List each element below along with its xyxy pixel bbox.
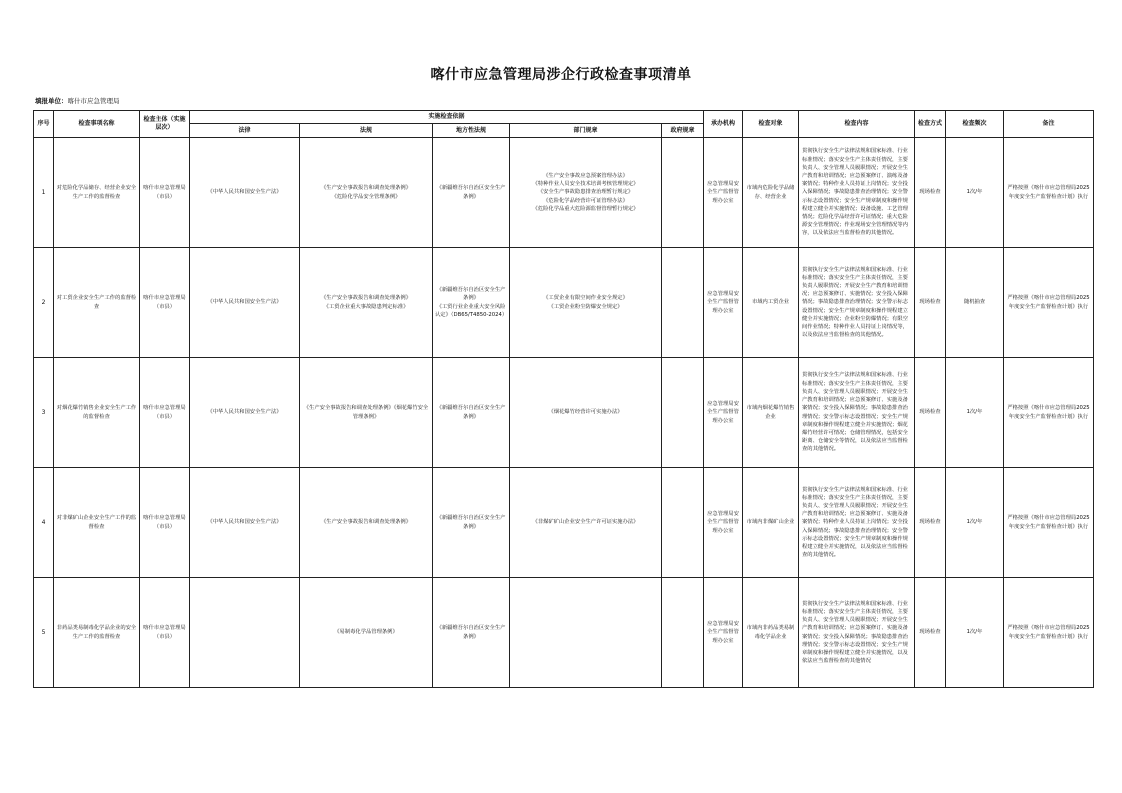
cell-freq: 1次/年 xyxy=(946,358,1004,468)
cell-gov xyxy=(662,468,704,578)
cell-regulation: 《生产安全事故报告和调查处理条例》 《工贸企业重大事故隐患判定标准》 xyxy=(300,248,433,358)
filler-label: 填报单位： xyxy=(35,97,68,105)
cell-law: 《中华人民共和国安全生产法》 xyxy=(190,138,300,248)
cell-target: 市域内非煤矿山企业 xyxy=(743,468,799,578)
cell-local: 《新疆维吾尔自治区安全生产条例》 xyxy=(433,358,510,468)
cell-subject: 喀什市应急管理局（市县） xyxy=(140,578,190,688)
cell-gov xyxy=(662,138,704,248)
cell-subject: 喀什市应急管理局（市县） xyxy=(140,138,190,248)
cell-seq: 3 xyxy=(34,358,54,468)
header-gov: 政府规章 xyxy=(662,124,704,138)
cell-freq: 1次/年 xyxy=(946,468,1004,578)
cell-method: 现场检查 xyxy=(915,138,946,248)
cell-regulation: 《易制毒化学品管理条例》 xyxy=(300,578,433,688)
cell-seq: 4 xyxy=(34,468,54,578)
header-item: 检查事项名称 xyxy=(54,111,140,138)
header-law: 法律 xyxy=(190,124,300,138)
cell-dept xyxy=(510,578,662,688)
cell-dept: 《烟花爆竹经营许可实施办法》 xyxy=(510,358,662,468)
header-method: 检查方式 xyxy=(915,111,946,138)
cell-content: 贯彻执行安全生产法律法规和国家标准、行业标准情况；落实安全生产主体责任情况，主要负责人、安全管理人员履职情况；开展安全生产教育和培训情况；应急预案修订、演练及备案情况；特种作业人员持证上岗情况；安全投入保障情况；事故隐患排查治理情况；安全警示标志设置情况；安全生产规章制度和操作规程建立健全并实施情况；设备设施、工艺管理情况；危险化学品经营许可证情况；重大危险源安全管理情况；作业现场安全管理情况等内容，以及依法应当监督检查的其他情况。 xyxy=(799,138,915,248)
cell-seq: 2 xyxy=(34,248,54,358)
table-row xyxy=(34,468,1094,578)
header-regulation: 法规 xyxy=(300,124,433,138)
filler-value: 喀什市应急管理局 xyxy=(67,97,120,105)
cell-item: 非药品类易制毒化学品企业的安全生产工作的监督检查 xyxy=(54,578,140,688)
cell-target: 市域内工贸企业 xyxy=(743,248,799,358)
cell-item: 对烟花爆竹销售企业安全生产工作的监督检查 xyxy=(54,358,140,468)
cell-item: 对危险化学品储存、经营企业安全生产工作的监督检查 xyxy=(54,138,140,248)
header-basis: 实施检查依据 xyxy=(190,111,704,124)
cell-target: 市域内烟花爆竹销售企业 xyxy=(743,358,799,468)
cell-subject: 喀什市应急管理局（市县） xyxy=(140,358,190,468)
cell-method: 现场检查 xyxy=(915,578,946,688)
header-dept: 部门规章 xyxy=(510,124,662,138)
cell-law xyxy=(190,578,300,688)
cell-org: 应急管理局安全生产监督管理办公室 xyxy=(704,578,743,688)
cell-method: 现场检查 xyxy=(915,468,946,578)
cell-content: 贯彻执行安全生产法律法规和国家标准、行业标准情况；落实安全生产主体责任情况，主要负责人、安全管理人员履职情况；开展安全生产教育和培训情况；应急预案修订、实施及备案情况；特种作业人员持证上岗情况；安全投入保障情况；事故隐患排查治理情况；安全警示标志设置情况；安全生产规章制度和操作规程建立健全并实施情况，以及依法应当监督检查的其他情况。 xyxy=(799,468,915,578)
cell-dept: 《非煤矿矿山企业安全生产许可证实施办法》 xyxy=(510,468,662,578)
cell-content: 贯彻执行安全生产法律法规和国家标准、行业标准情况；落实安全生产主体责任情况，主要负责人、安全管理人员履职情况；开展安全生产教育和培训情况；应急预案修订、实施及备案情况；安全投入保障情况；事故隐患排查治理情况；安全警示标志设置情况；安全生产规章制度和操作规程建立健全并实施情况；烟花爆竹经营许可情况；仓储管理情况，包括安全距离、仓储安全等情况，以及依法应当监督检查的其他情况。 xyxy=(799,358,915,468)
cell-content: 贯彻执行安全生产法律法规和国家标准、行业标准情况；落实安全生产主体责任情况，主要负责人履职情况；开展安全生产教育和培训情况；应急预案修订、实施情况；安全投入保障情况；事故隐患排查治理情况；安全警示标志设置情况；安全生产规章制度和操作规程建立健全并实施情况；企业粉尘防爆情况；有限空间作业情况；特种作业人员持证上岗情况等，以及依法应当监督检查的其他情况。 xyxy=(799,248,915,358)
table-row xyxy=(34,578,1094,688)
header-org: 承办机构 xyxy=(704,111,743,138)
cell-seq: 1 xyxy=(34,138,54,248)
header-freq: 检查频次 xyxy=(946,111,1004,138)
cell-method: 现场检查 xyxy=(915,248,946,358)
cell-subject: 喀什市应急管理局（市县） xyxy=(140,468,190,578)
header-content: 检查内容 xyxy=(799,111,915,138)
cell-target: 市域内非药品类易制毒化学品企业 xyxy=(743,578,799,688)
cell-remark: 严格按照《喀什市应急管理局2025年度安全生产监督检查计划》执行 xyxy=(1004,468,1094,578)
cell-org: 应急管理局安全生产监督管理办公室 xyxy=(704,468,743,578)
cell-remark: 严格按照《喀什市应急管理局2025年度安全生产监督检查计划》执行 xyxy=(1004,138,1094,248)
cell-gov xyxy=(662,358,704,468)
cell-gov xyxy=(662,248,704,358)
cell-regulation: 《生产安全事故报告和调查处理条例》 《危险化学品安全管理条例》 xyxy=(300,138,433,248)
filler-unit xyxy=(35,96,120,105)
cell-law: 《中华人民共和国安全生产法》 xyxy=(190,358,300,468)
cell-local: 《新疆维吾尔自治区安全生产条例》 《工贸行业企业重大安全风险认定》（DB65/T4850-2024） xyxy=(433,248,510,358)
table-row xyxy=(34,358,1094,468)
cell-org: 应急管理局安全生产监督管理办公室 xyxy=(704,138,743,248)
cell-freq: 随机抽查 xyxy=(946,248,1004,358)
table-row xyxy=(34,138,1094,248)
cell-freq: 1次/年 xyxy=(946,138,1004,248)
cell-law: 《中华人民共和国安全生产法》 xyxy=(190,468,300,578)
cell-subject: 喀什市应急管理局（市县） xyxy=(140,248,190,358)
cell-org: 应急管理局安全生产监督管理办公室 xyxy=(704,358,743,468)
inspection-table xyxy=(33,110,1094,688)
cell-item: 对工贸企业安全生产工作的监督检查 xyxy=(54,248,140,358)
cell-local: 《新疆维吾尔自治区安全生产条例》 xyxy=(433,138,510,248)
cell-remark: 严格按照《喀什市应急管理局2025年度安全生产监督检查计划》执行 xyxy=(1004,248,1094,358)
cell-method: 现场检查 xyxy=(915,358,946,468)
cell-freq: 1次/年 xyxy=(946,578,1004,688)
cell-dept: 《生产安全事故应急预案管理办法》 《特种作业人员安全技术培训考核管理规定》 《安全生产事故隐患排查治理暂行规定》 《危险化学品经营许可证管理办法》 《危险化学品重大危险源监督管理暂行规定》 xyxy=(510,138,662,248)
cell-target: 市域内危险化学品储存、经营企业 xyxy=(743,138,799,248)
cell-regulation: 《生产安全事故报告和调查处理条例》《烟花爆竹安全管理条例》 xyxy=(300,358,433,468)
page-title: 喀什市应急管理局涉企行政检查事项清单 xyxy=(430,67,692,83)
cell-local: 《新疆维吾尔自治区安全生产条例》 xyxy=(433,578,510,688)
cell-item: 对非煤矿山企业安全生产工作的监督检查 xyxy=(54,468,140,578)
cell-remark: 严格按照《喀什市应急管理局2025年度安全生产监督检查计划》执行 xyxy=(1004,578,1094,688)
cell-regulation: 《生产安全事故报告和调查处理条例》 xyxy=(300,468,433,578)
cell-law: 《中华人民共和国安全生产法》 xyxy=(190,248,300,358)
cell-org: 应急管理局安全生产监督管理办公室 xyxy=(704,248,743,358)
cell-gov xyxy=(662,578,704,688)
cell-dept: 《工贸企业有限空间作业安全规定》 《工贸企业粉尘防爆安全规定》 xyxy=(510,248,662,358)
header-row-top xyxy=(34,111,1094,124)
cell-content: 贯彻执行安全生产法律法规和国家标准、行业标准情况；落实安全生产主体责任情况，主要负责人、安全管理人员履职情况；开展安全生产教育和培训情况；应急预案修订、实施及备案情况；安全投入保障情况；事故隐患排查治理情况；安全警示标志设置情况；安全生产规章制度和操作规程建立健全并实施情况，以及依法应当监督检查的其他情况 xyxy=(799,578,915,688)
cell-local: 《新疆维吾尔自治区安全生产条例》 xyxy=(433,468,510,578)
cell-seq: 5 xyxy=(34,578,54,688)
header-remark: 备注 xyxy=(1004,111,1094,138)
header-target: 检查对象 xyxy=(743,111,799,138)
cell-remark: 严格按照《喀什市应急管理局2025年度安全生产监督检查计划》执行 xyxy=(1004,358,1094,468)
header-seq: 序号 xyxy=(34,111,54,138)
header-subject: 检查主体（实施层次） xyxy=(140,111,190,138)
table-row xyxy=(34,248,1094,358)
header-local: 地方性法规 xyxy=(433,124,510,138)
